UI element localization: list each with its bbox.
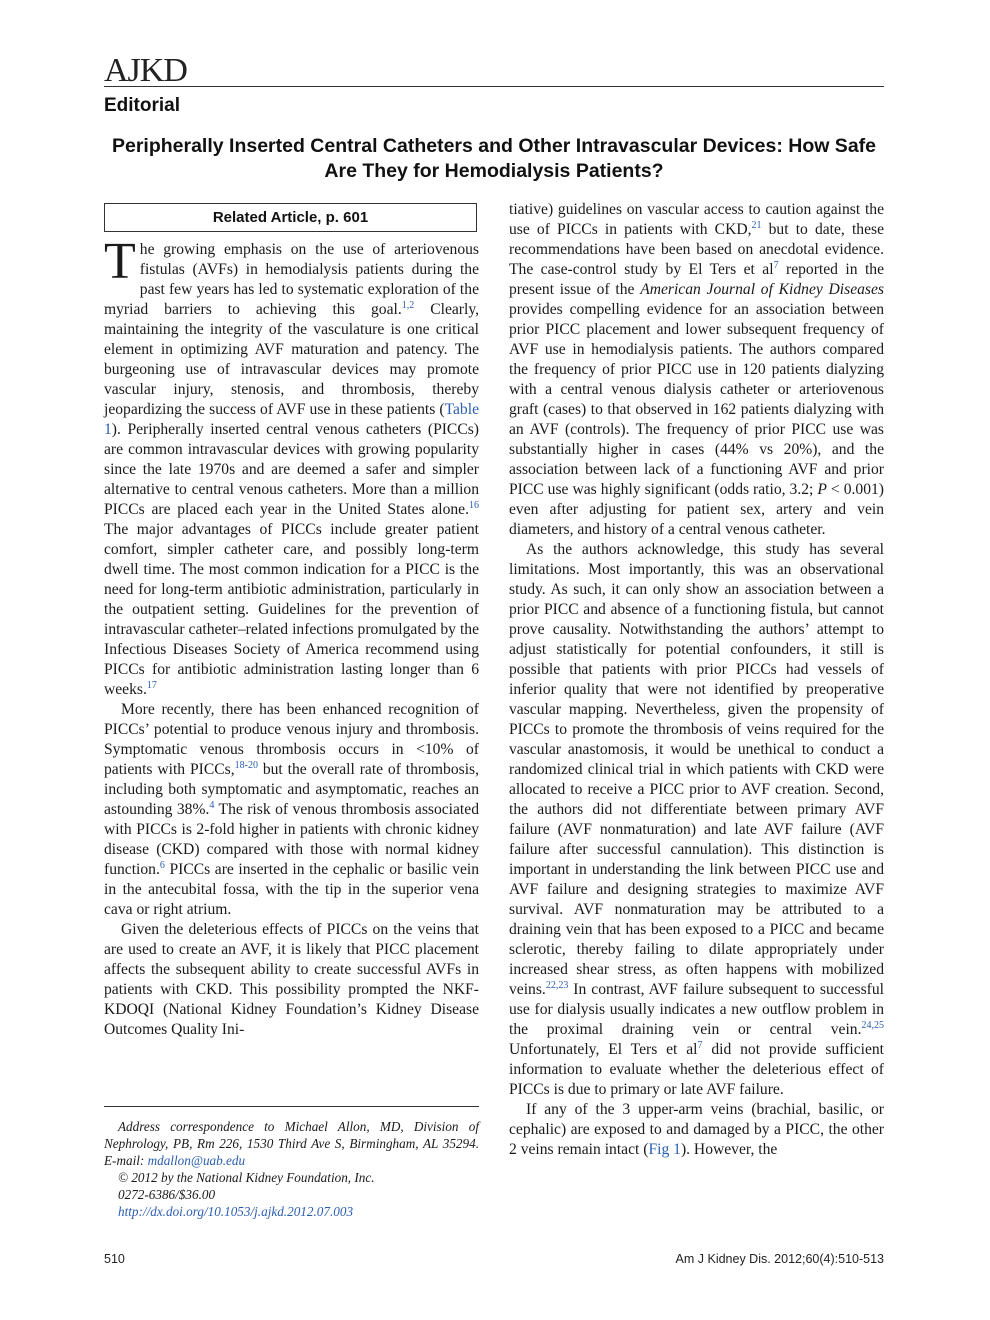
text-run: Clearly, maintaining the integrity of the vasculature is one critical element in optimizing AVF maturation and patency. The burgeoning use of intravascular devices may promote vascular injury, stenosis, and thrombosis, thereby jeopardizing the success of AVF use in these patients (: [104, 301, 479, 418]
text-run: As the authors acknowledge, this study has several limitations. Most importantly, this was an observational study. As such, it can only show an association between a prior PICC and absence of a functioning fistula, but cannot prove causality. Notwithstanding the authors’ attempt to adjust statistically for potential confounders, it still is possible that patients with prior PICCs had vessels of inferior quality that were not identified by preoperative vascular mapping. Nevertheless, given the propensity of PICCs to promote the thrombosis of veins required for the vascular anastomosis, it would be unethical to conduct a randomized clinical trial in which patients with CKD were allocated to receive a PICC prior to AVF creation. Second, the authors did not differentiate between primary AVF failure (AVF nonmaturation) and late AVF failure (AVF failure after successful cannulation). This distinction is important in understanding the link between PICC use and AVF failure and designing strategies to maximize AVF survival. AVF nonmaturation may be attributed to a draining vein that has been exposed to a PICC and became sclerotic, thereby failing to dilate appropriately under increased shear stress, as often happens with mobilized veins.: [509, 541, 884, 998]
text-run: reported in the present issue of the: [509, 261, 884, 298]
right-column: [509, 200, 884, 1160]
left-column: [104, 233, 480, 1040]
journal-name: American Journal of Kidney Diseases: [640, 281, 884, 298]
reference-link[interactable]: 7: [773, 260, 779, 271]
header-rule: [104, 86, 884, 87]
footnote-address: [104, 1118, 479, 1169]
reference-link[interactable]: 21: [751, 220, 762, 231]
reference-link[interactable]: 17: [146, 680, 157, 691]
doi-link[interactable]: http://dx.doi.org/10.1053/j.ajkd.2012.07.003: [118, 1204, 354, 1219]
paragraph: [509, 200, 884, 540]
text-run: did not provide sufficient information to evaluate whether the deleterious effect of PICCs is due to primary or late AVF failure.: [509, 1041, 884, 1098]
article-title: Peripherally Inserted Central Catheters and Other Intravascular Devices: How Safe Are They for Hemodialysis Patients?: [111, 135, 877, 182]
text-run: ). However, the: [680, 1141, 778, 1158]
reference-link[interactable]: 22,23: [545, 980, 569, 991]
journal-logo: AJKD: [104, 52, 187, 89]
paragraph: [509, 1100, 884, 1160]
text-run: The major advantages of PICCs include greater patient comfort, simpler catheter care, and possibly long-term dwell time. The most common indication for a PICC is the need for long-term antibiotic administration, particularly in the outpatient setting. Guidelines for the prevention of intravascular catheter–related infections promulgated by the Infectious Diseases Society of America recommend using PICCs for antibiotic administration lasting longer than 6 weeks.: [104, 521, 479, 698]
paragraph: [509, 540, 884, 1100]
reference-link[interactable]: 4: [209, 800, 215, 811]
reference-link[interactable]: 16: [469, 500, 479, 511]
text-run: In contrast, AVF failure subsequent to successful use for dialysis usually indicates a new outflow problem in the proximal draining vein or central vein.: [509, 981, 884, 1038]
text-run: ). Peripherally inserted central venous catheters (PICCs) are common intravascular devices with growing popularity since the late 1970s and are deemed a safer and simpler alternative to central venous catheters. More than a million PICCs are placed each year in the United States alone.: [104, 421, 479, 518]
text-run: but to date, these recommendations have been based on anecdotal evidence. The case-control study by El Ters et al: [509, 221, 884, 278]
address-text: Address correspondence to Michael Allon, MD, Division of Nephrology, PB, Rm 226, 1530 Third Ave S, Birmingham, AL 35294. E-mail:: [104, 1119, 479, 1168]
footnote-copyright: © 2012 by the National Kidney Foundation, Inc.: [118, 1170, 375, 1185]
journal-citation: Am J Kidney Dis. 2012;60(4):510-513: [675, 1252, 884, 1266]
paragraph: Given the deleterious effects of PICCs on the veins that are used to create an AVF, it is likely that PICC placement affects the subsequent ability to create successful AVFs in patients with CKD. This possibility prompted the NKF-KDOQI (National Kidney Foundation’s Kidney Disease Outcomes Quality Ini-: [104, 921, 479, 1038]
section-label: Editorial: [104, 95, 181, 116]
text-run: The risk of venous thrombosis associated with PICCs is 2-fold higher in patients with chronic kidney disease (CKD) compared with those with normal kidney function.: [104, 801, 479, 878]
footnote-rule: [104, 1106, 479, 1107]
text-run: PICCs are inserted in the cephalic or basilic vein in the antecubital fossa, with the tip in the superior vena cava or right atrium.: [104, 861, 479, 918]
text-run: More recently, there has been enhanced recognition of PICCs’ potential to produce venous injury and thrombosis. Symptomatic venous thrombosis occurs in <10% of patients with PICCs,: [104, 701, 479, 778]
text-run: provides compelling evidence for an association between prior PICC placement and lower subsequent frequency of AVF use in hemodialysis patients. The authors compared the frequency of prior PICC use in 120 patients dialyzing with a central venous dialysis catheter or arteriovenous graft (cases) to that observed in 162 patients dialyzing with an AVF (controls). The frequency of prior PICC use was substantially higher in cases (44% vs 20%), and the association between lack of a functioning AVF and prior PICC use was highly significant (odds ratio, 3.2;: [509, 301, 884, 498]
related-article-box[interactable]: Related Article, p. 601: [104, 203, 477, 232]
p-variable: P: [817, 481, 827, 498]
text-run: he growing emphasis on the use of arteriovenous fistulas (AVFs) in hemodialysis patients during the past few years has led to systematic exploration of the myriad barriers to achieving this goal.: [104, 241, 479, 318]
paragraph: [104, 700, 479, 920]
footnote-price: 0272-6386/$36.00: [118, 1187, 216, 1202]
text-run: < 0.001) even after adjusting for patient sex, artery and vein diameters, and history of a central venous catheter.: [509, 481, 884, 538]
text-run: Unfortunately, El Ters et al: [509, 1041, 698, 1058]
table-link[interactable]: Table 1: [104, 401, 479, 438]
reference-link[interactable]: 1,2: [401, 300, 415, 311]
reference-link[interactable]: 6: [159, 860, 165, 871]
figure-link[interactable]: Fig 1: [648, 1141, 681, 1158]
reference-link[interactable]: 18-20: [234, 760, 258, 771]
page-number: 510: [104, 1252, 125, 1266]
paragraph: [104, 233, 479, 700]
reference-link[interactable]: 7: [697, 1040, 703, 1051]
text-run: If any of the 3 upper-arm veins (brachial, basilic, or cephalic) are exposed to and damaged by a PICC, the other 2 veins remain intact (: [509, 1101, 884, 1158]
drop-cap: T: [104, 233, 136, 290]
text-run: but the overall rate of thrombosis, including both symptomatic and asymptomatic, reaches an astounding 38%.: [104, 761, 480, 818]
footnote-doi: [104, 1203, 479, 1220]
reference-link[interactable]: 24,25: [861, 1020, 884, 1031]
text-run: tiative) guidelines on vascular access to caution against the use of PICCs in patients with CKD,: [509, 201, 884, 238]
correspondence-footnote: [104, 1118, 479, 1220]
email-link[interactable]: mdallon@uab.edu: [147, 1153, 246, 1168]
